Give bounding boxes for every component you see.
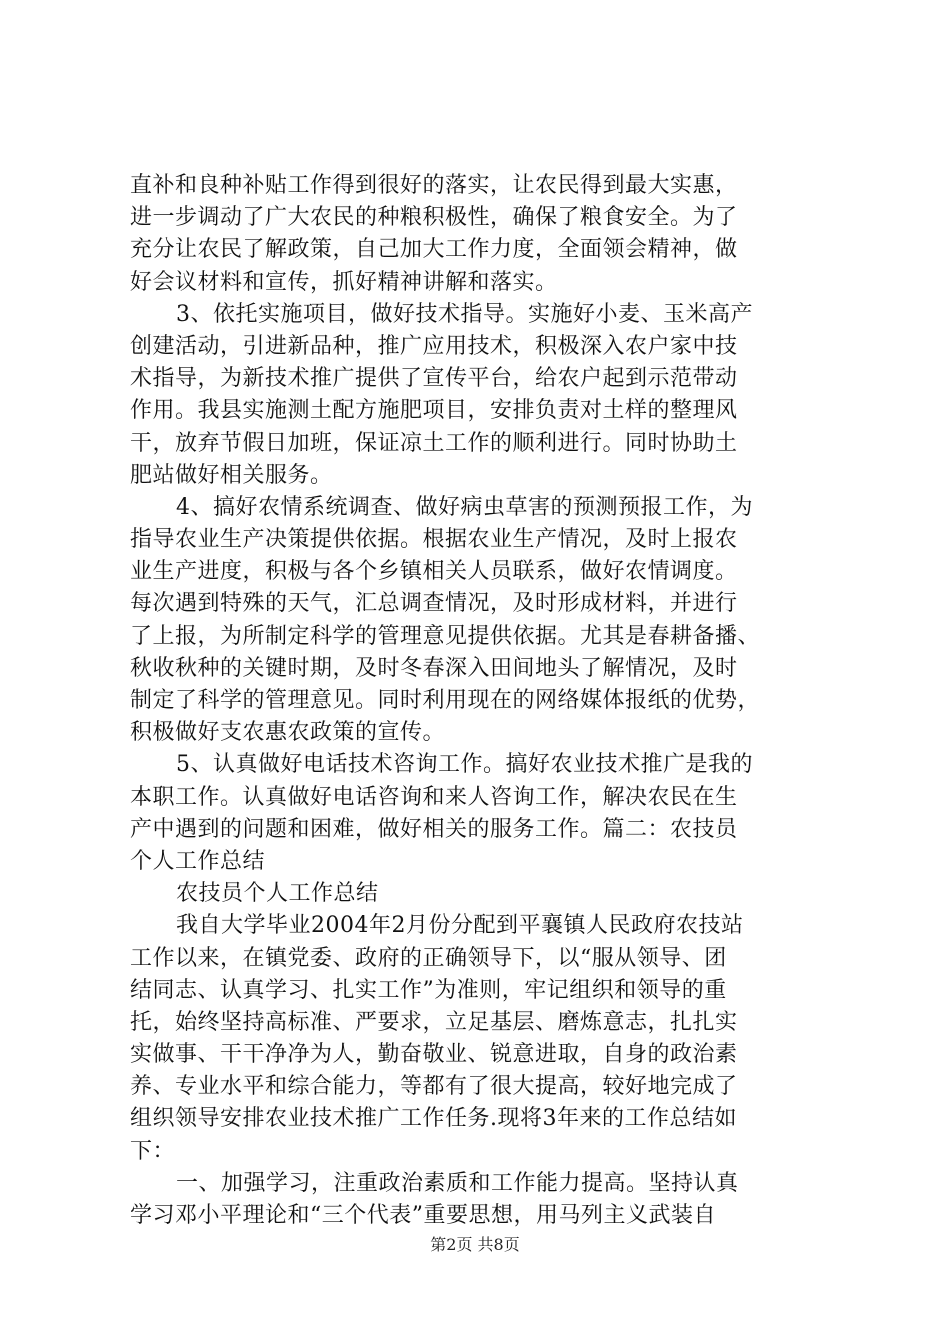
text-line: 每次遇到特殊的天气，汇总调查情况，及时形成材料，并进行	[130, 591, 738, 617]
text-line: 产中遇到的问题和困难，做好相关的服务工作。篇二：农技员	[130, 816, 738, 842]
text-line: 了上报，为所制定科学的管理意见提供依据。尤其是春耕备播、	[130, 623, 761, 649]
text-line: 实做事、干干净净为人，勤奋敬业、锐意进取，自身的政治素	[130, 1042, 738, 1068]
text-line: 干，放弃节假日加班，保证凉土工作的顺利进行。同时协助土	[130, 430, 738, 456]
text-line: 直补和良种补贴工作得到很好的落实，让农民得到最大实惠，	[130, 173, 738, 198]
text-line: 组织领导安排农业技术推广工作任务.现将3年来的工作总结如	[130, 1106, 737, 1132]
text-line: 进一步调动了广大农民的种粮积极性，确保了粮食安全。为了	[130, 205, 738, 231]
section-title: 农技员个人工作总结	[176, 881, 379, 907]
text-line: 业生产进度，积极与各个乡镇相关人员联系，做好农情调度。	[130, 559, 738, 585]
text-line: 养、专业水平和综合能力，等都有了很大提高，较好地完成了	[130, 1074, 738, 1100]
text-line: 创建活动，引进新品种，推广应用技术，积极深入农户家中技	[130, 333, 738, 359]
page-number-footer: 第2页 共8页	[430, 1235, 520, 1254]
text-line: 术指导，为新技术推广提供了宣传平台，给农户起到示范带动	[130, 366, 738, 392]
text-line: 本职工作。认真做好电话咨询和来人咨询工作，解决农民在生	[130, 784, 738, 810]
text-line: 秋收秋种的关键时期，及时冬春深入田间地头了解情况，及时	[130, 655, 738, 681]
text-line: 下：	[130, 1138, 176, 1164]
text-line: 积极做好支农惠农政策的宣传。	[130, 720, 446, 746]
text-line: 充分让农民了解政策，自己加大工作力度，全面领会精神，做	[130, 237, 738, 263]
text-line: 4、搞好农情系统调查、做好病虫草害的预测预报工作，为	[176, 494, 753, 520]
text-line: 肥站做好相关服务。	[130, 462, 333, 488]
text-line: 一、加强学习，注重政治素质和工作能力提高。坚持认真	[176, 1170, 739, 1196]
text-line: 好会议材料和宣传，抓好精神讲解和落实。	[130, 269, 558, 295]
text-line: 学习邓小平理论和“三个代表”重要思想，用马列主义武装自	[130, 1203, 716, 1228]
text-line: 5、认真做好电话技术咨询工作。搞好农业技术推广是我的	[176, 752, 753, 778]
text-line: 3、依托实施项目，做好技术指导。实施好小麦、玉米高产	[176, 301, 753, 327]
text-line: 个人工作总结	[130, 848, 266, 874]
text-line: 指导农业生产决策提供依据。根据农业生产情况，及时上报农	[130, 527, 738, 553]
text-line: 工作以来，在镇党委、政府的正确领导下，以“服从领导、团	[130, 945, 727, 971]
text-line: 我自大学毕业2004年2月份分配到平襄镇人民政府农技站	[176, 913, 744, 939]
text-line: 制定了科学的管理意见。同时利用现在的网络媒体报纸的优势，	[130, 688, 761, 713]
text-line: 托，始终坚持高标准、严要求，立足基层、磨炼意志，扎扎实	[130, 1009, 738, 1035]
text-line: 结同志、认真学习、扎实工作”为准则，牢记组织和领导的重	[130, 977, 727, 1003]
text-line: 作用。我县实施测土配方施肥项目，安排负责对土样的整理风	[130, 398, 738, 424]
document-body	[130, 170, 830, 1232]
